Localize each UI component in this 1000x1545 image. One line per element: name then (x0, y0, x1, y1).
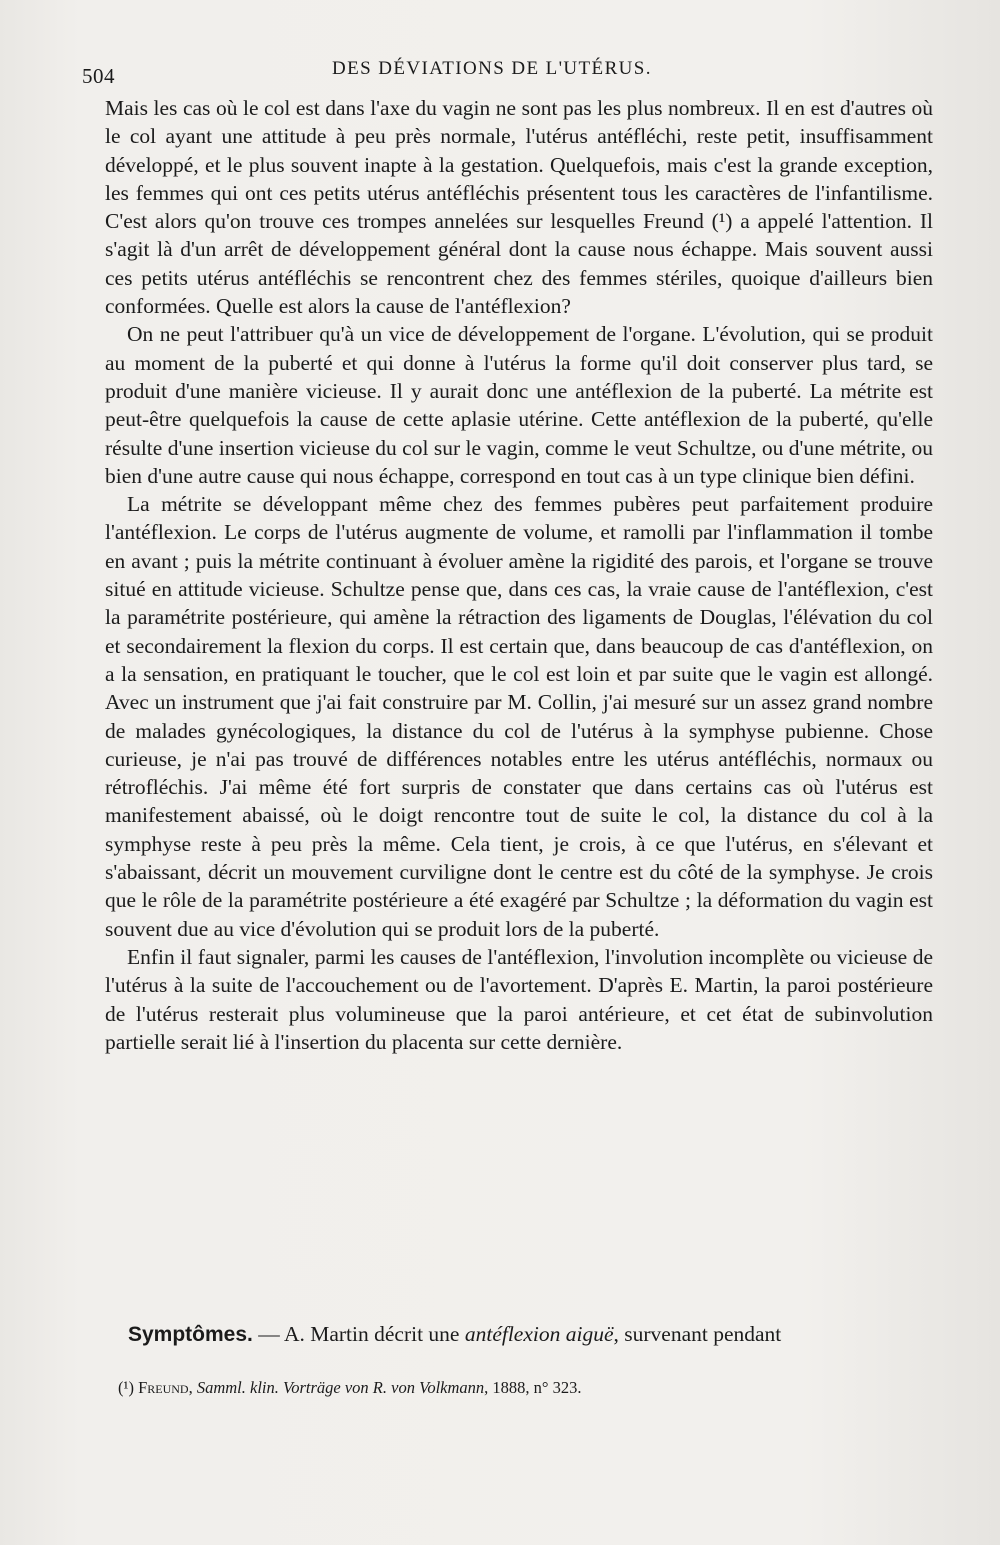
paragraph: Enfin il faut signaler, parmi les causes de l'antéflexion, l'involution incomplète ou vicieuse de l'utérus à la suite de l'accouchement ou de l'avortement. D'après E. Martin, la paroi postérieure de l'utérus resterait plus volumineuse que la paroi antérieure, et cet état de subinvolution partielle serait lié à l'insertion du placenta sur cette dernière. (105, 944, 933, 1054)
footnote-title: Samml. klin. Vorträge von R. von Volkmann (196, 1378, 485, 1397)
running-title: DES DÉVIATIONS DE L'UTÉRUS. (332, 58, 652, 79)
section-text: — A. Martin décrit une (252, 1322, 465, 1346)
page-header (82, 58, 942, 88)
paragraph: On ne peut l'attribuer qu'à un vice de développement de l'organe. L'évolution, qui se produit au moment de la puberté et qui donne à l'utérus la forme qu'il doit conserver plus tard, se produit d'une manière vicieuse. Il y aurait donc une antéflexion de la puberté. La métrite est peut-être quelquefois la cause de cette aplasie utérine. Cette antéflexion de la puberté, qu'elle résulte d'une insertion vicieuse du col sur le vagin, comme le veut Schultze, ou d'une métrite, ou bien d'une autre cause qui nous échappe, correspond en tout cas à un type clinique bien défini. (105, 322, 933, 488)
paragraph: La métrite se développant même chez des femmes pubères peut parfaitement produire l'antéflexion. Le corps de l'utérus augmente de volume, et ramolli par l'inflammation il tombe en avant ; puis la métrite continuant à évoluer amène la rigidité des parois, et l'organe se trouve situé en attitude vicieuse. Schultze pense que, dans ces cas, la vraie cause de l'antéflexion, c'est la paramétrite postérieure, qui amène la rétraction des ligaments de Douglas, l'élévation du col et secondairement la flexion du corps. Il est certain que, dans beaucoup de cas d'antéflexion, on a la sensation, en pratiquant le toucher, que le col est loin et par suite que le vagin est allongé. Avec un instrument que j'ai fait construire par M. Collin, j'ai mesuré sur un assez grand nombre de malades gynécologiques, la distance du col de l'utérus à la symphyse pubienne. Chose curieuse, je n'ai pas trouvé de différences notables entre les utérus antéfléchis, normaux ou rétrofléchis. J'ai même été fort surpris de constater que dans certains cas où l'utérus est manifestement abaissé, où le doigt rencontre tout de suite le col, la distance du col à la symphyse reste à peu près la même. Cela tient, je crois, à ce que l'utérus, en s'élevant et s'abaissant, décrit un mouvement curviligne dont le centre est du côté de la symphyse. Je crois que le rôle de la paramétrite postérieure a été exagéré par Schultze ; la déformation du vagin est souvent due au vice d'évolution qui se produit lors de la puberté. (105, 492, 933, 941)
footnote-mark: (¹) (118, 1378, 134, 1397)
paragraph: Mais les cas où le col est dans l'axe du vagin ne sont pas les plus nombreux. Il en est d'autres où le col ayant une attitude à peu près normale, l'utérus antéfléchi, reste petit, insuffisamment développé, et le plus souvent inapte à la gestation. Quelquefois, mais c'est la grande exception, les femmes qui ont ces petits utérus antéfléchis présentent tous les caractères de l'infantilisme. C'est alors qu'on trouve ces trompes annelées sur lesquelles Freund (¹) a appelé l'attention. Il s'agit là d'un arrêt de développement général dont la cause nous échappe. Mais souvent aussi ces petits utérus antéfléchis se rencontrent chez des femmes stériles, quoique d'ailleurs bien conformées. Quelle est alors la cause de l'antéflexion? (105, 96, 933, 319)
section-symptomes (128, 1320, 938, 1349)
page-number: 504 (82, 64, 115, 88)
footnote-author: Freund (138, 1378, 189, 1397)
section-emphasis: antéflexion aiguë (464, 1322, 614, 1346)
section-heading: Symptômes. (128, 1323, 253, 1346)
footnote-details: , 1888, n° 323. (484, 1378, 582, 1397)
body-text (105, 94, 933, 1056)
footnote: (¹) Freund, Samml. klin. Vorträge von R. von Volkmann, 1888, n° 323. (118, 1378, 582, 1397)
section-text-end: , survenant pendant (613, 1322, 782, 1346)
